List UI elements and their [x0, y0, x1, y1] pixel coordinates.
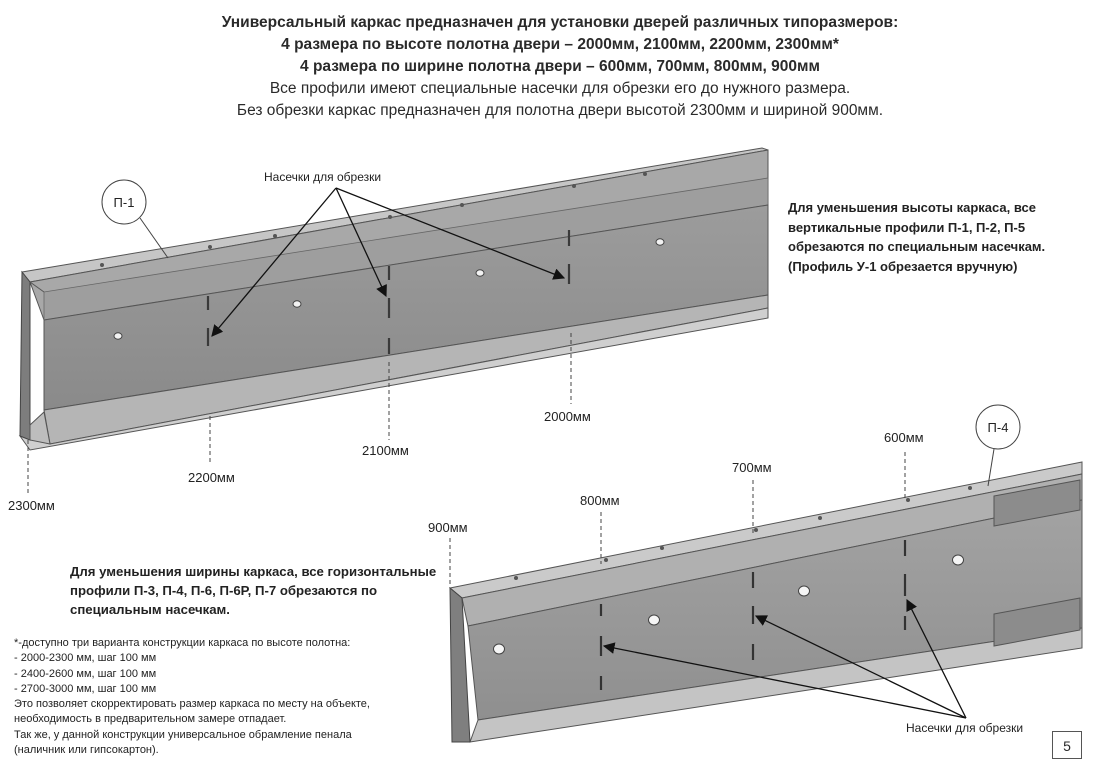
tag-p1-label: П-1 — [113, 195, 135, 210]
profile-p4 — [450, 452, 1082, 742]
dim-900: 900мм — [428, 520, 468, 535]
footnote-line: Это позволяет скорректировать размер каркаса по месту на объекте, — [14, 698, 370, 711]
tag-p4-label: П-4 — [987, 420, 1009, 435]
header-width-sizes: 4 размера по ширине полотна двери – 600мм, 700мм, 800мм, 900мм — [300, 58, 820, 75]
footnote-line: - 2400-2600 мм, шаг 100 мм — [14, 667, 157, 680]
notches-label-top: Насечки для обрезки — [264, 170, 382, 184]
footnote-line: (наличник или гипсокартон). — [14, 744, 159, 757]
notches-label-bottom: Насечки для обрезки — [906, 721, 1024, 735]
dim-2100: 2100мм — [362, 443, 409, 458]
dim-2200: 2200мм — [188, 470, 235, 485]
header-height-sizes: 4 размера по высоте полотна двери – 2000мм, 2100мм, 2200мм, 2300мм* — [281, 36, 839, 53]
dim-2000: 2000мм — [544, 409, 591, 424]
width-reduction-note: Для уменьшения ширины каркаса, все горизонтальные профили П-3, П-4, П-6, П-6Р, П-7 обрезаются по специальным насечкам. — [70, 564, 437, 617]
tag-p4 — [976, 405, 1020, 486]
dim-700: 700мм — [732, 460, 772, 475]
tag-p1 — [102, 180, 168, 258]
header-default-size-info: Без обрезки каркас предназначен для полотна двери высотой 2300мм и шириной 900мм. — [236, 102, 884, 119]
dim-2300: 2300мм — [8, 498, 55, 513]
header-notches-info: Все профили имеют специальные насечки для обрезки его до нужного размера. — [269, 80, 851, 97]
header-title: Универсальный каркас предназначен для установки дверей различных типоразмеров: — [221, 14, 899, 31]
height-reduction-note: Для уменьшения высоты каркаса, все вертикальные профили П-1, П-2, П-5 обрезаются по специальным насечкам. (Профиль У-1 обрезается вручную) — [788, 200, 1046, 274]
footnote-line: Так же, у данной конструкции универсальное обрамление пенала — [14, 728, 352, 741]
footnote — [14, 636, 424, 758]
footnote-line: - 2000-2300 мм, шаг 100 мм — [14, 652, 157, 665]
footnote-line: - 2700-3000 мм, шаг 100 мм — [14, 682, 157, 695]
page-number: 5 — [1052, 731, 1082, 759]
footnote-line: *-доступно три варианта конструкции каркаса по высоте полотна: — [14, 637, 351, 649]
dim-600: 600мм — [884, 430, 924, 445]
dim-800: 800мм — [580, 493, 620, 508]
footnote-line: необходимость в предварительном замере отпадает. — [14, 713, 287, 726]
